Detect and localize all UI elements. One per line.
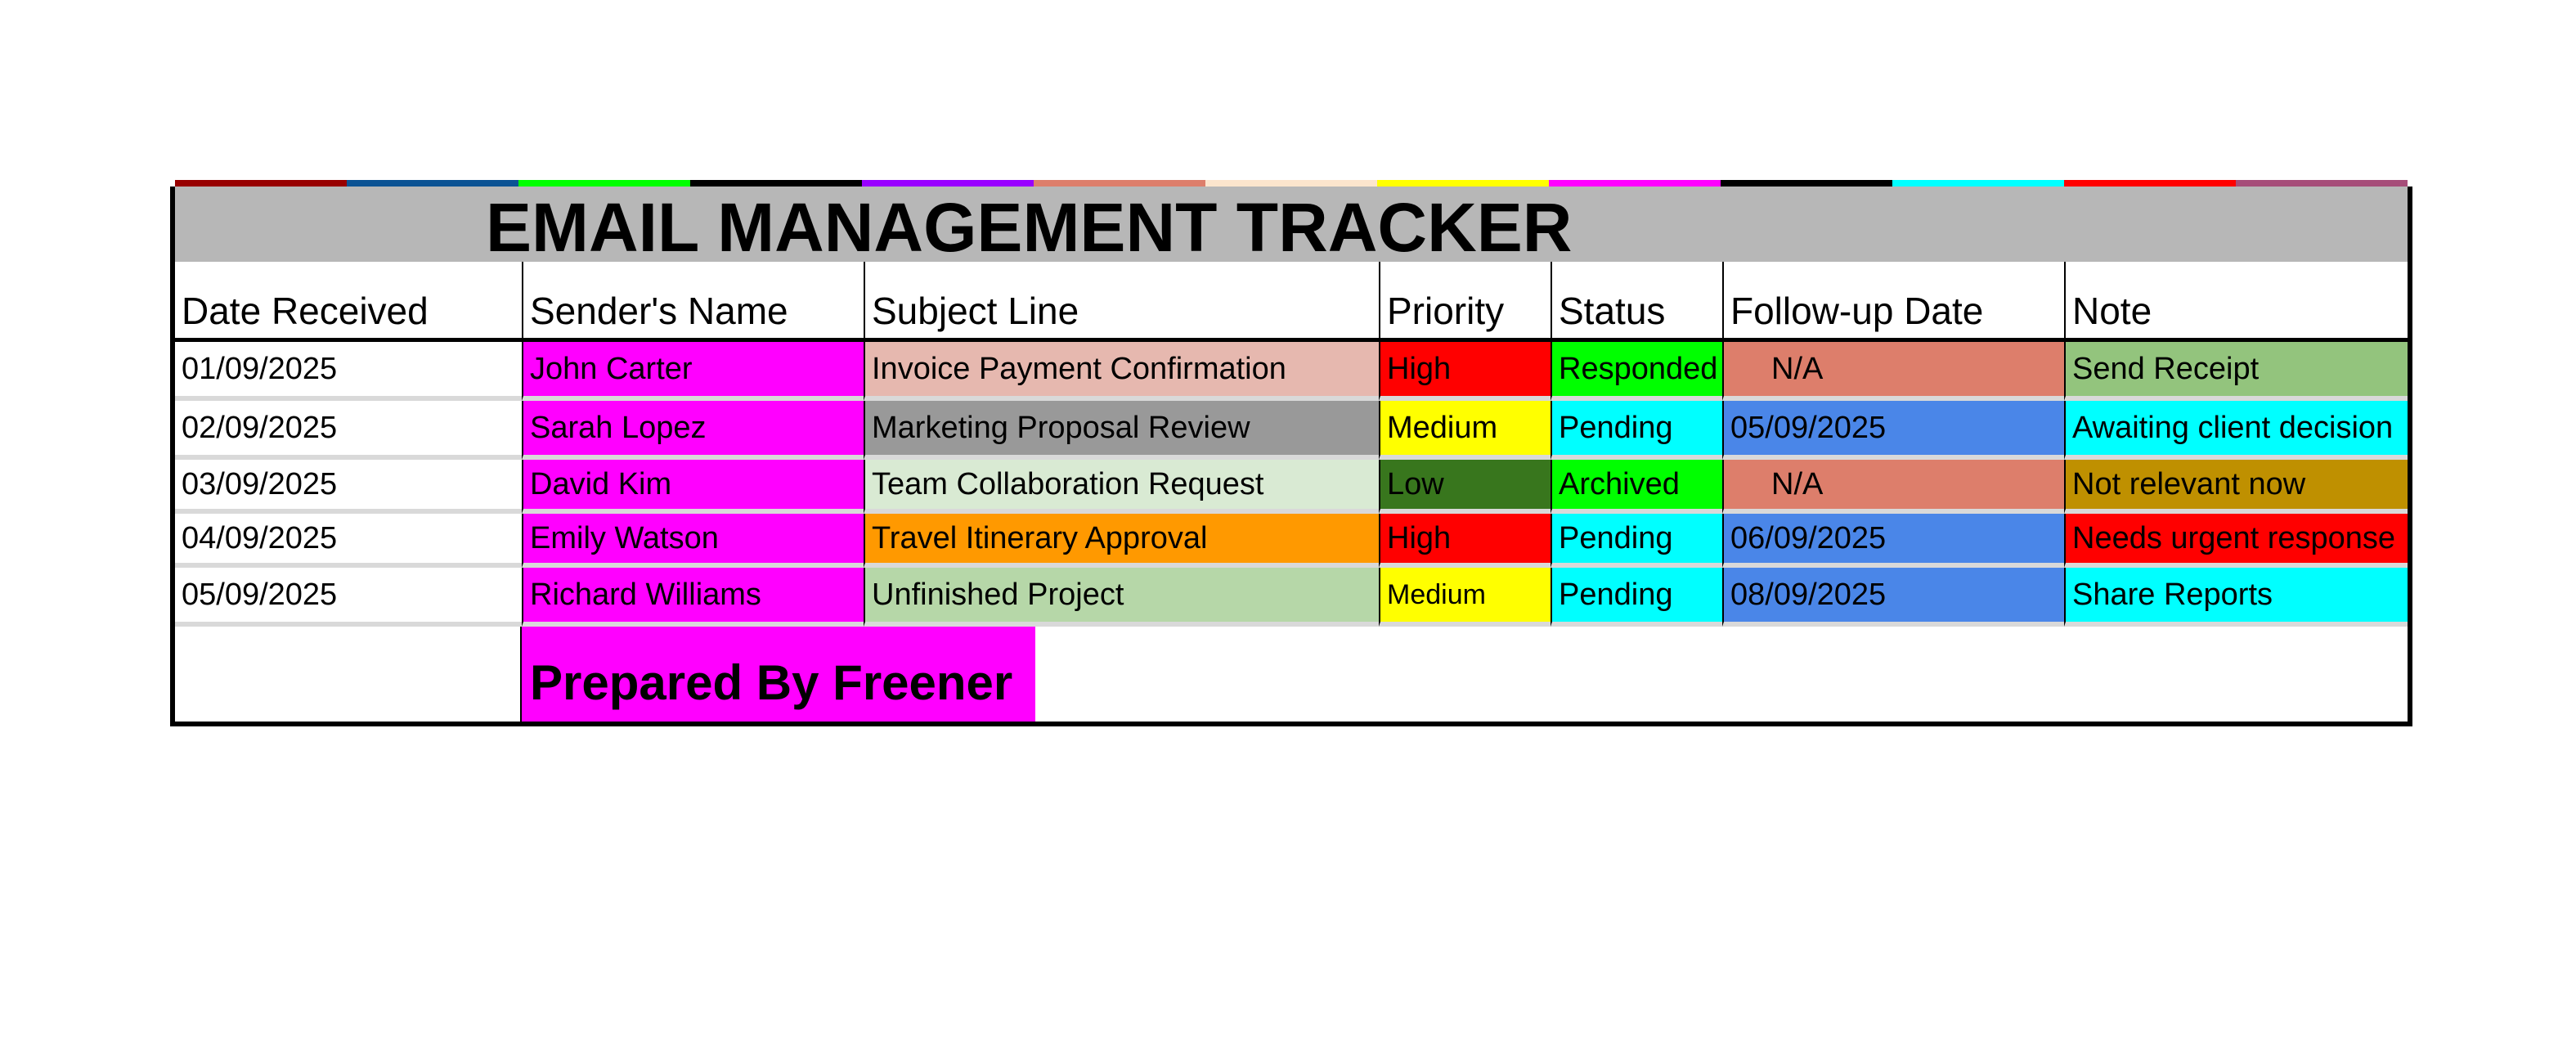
header-sender-name[interactable]: Sender's Name [522, 262, 864, 342]
footer-empty-cell [175, 627, 522, 722]
header-status[interactable]: Status [1551, 262, 1722, 342]
page-title: EMAIL MANAGEMENT TRACKER [486, 189, 1573, 266]
cell-subject-line[interactable]: Invoice Payment Confirmation [864, 342, 1379, 401]
cell-note[interactable]: Needs urgent response [2064, 514, 2408, 568]
cell-priority[interactable]: High [1379, 342, 1551, 401]
cell-date-received[interactable]: 01/09/2025 [175, 342, 522, 401]
color-strip [175, 180, 2408, 187]
cell-sender-name[interactable]: David Kim [522, 460, 864, 514]
cell-subject-line[interactable]: Team Collaboration Request [864, 460, 1379, 514]
cell-date-received[interactable]: 02/09/2025 [175, 401, 522, 460]
cell-subject-line[interactable]: Travel Itinerary Approval [864, 514, 1379, 568]
prepared-by-label: Prepared By Freener [522, 627, 1035, 722]
cell-subject-line[interactable]: Marketing Proposal Review [864, 401, 1379, 460]
strip-segment [2064, 180, 2236, 187]
header-priority[interactable]: Priority [1379, 262, 1551, 342]
cell-date-received[interactable]: 03/09/2025 [175, 460, 522, 514]
strip-segment [518, 180, 690, 187]
cell-note[interactable]: Share Reports [2064, 568, 2408, 627]
strip-segment [690, 180, 862, 187]
cell-sender-name[interactable]: Richard Williams [522, 568, 864, 627]
cell-priority[interactable]: High [1379, 514, 1551, 568]
strip-segment [347, 180, 518, 187]
cell-follow-up-date[interactable]: 08/09/2025 [1722, 568, 2064, 627]
cell-date-received[interactable]: 05/09/2025 [175, 568, 522, 627]
strip-segment [1377, 180, 1549, 187]
cell-sender-name[interactable]: Emily Watson [522, 514, 864, 568]
cell-status[interactable]: Pending [1551, 568, 1722, 627]
strip-segment [862, 180, 1034, 187]
cell-follow-up-date[interactable]: 05/09/2025 [1722, 401, 2064, 460]
cell-note[interactable]: Send Receipt [2064, 342, 2408, 401]
strip-segment [1721, 180, 1892, 187]
cell-priority[interactable]: Medium [1379, 401, 1551, 460]
cell-follow-up-date[interactable]: N/A [1722, 460, 2064, 514]
cell-status[interactable]: Responded [1551, 342, 1722, 401]
cell-priority[interactable]: Low [1379, 460, 1551, 514]
cell-status[interactable]: Pending [1551, 514, 1722, 568]
cell-priority[interactable]: Medium [1379, 568, 1551, 627]
cell-subject-line[interactable]: Unfinished Project [864, 568, 1379, 627]
strip-segment [1034, 180, 1205, 187]
strip-segment [1549, 180, 1721, 187]
header-note[interactable]: Note [2064, 262, 2408, 342]
cell-sender-name[interactable]: Sarah Lopez [522, 401, 864, 460]
title-band [175, 187, 2408, 266]
header-subject-line[interactable]: Subject Line [864, 262, 1379, 342]
cell-date-received[interactable]: 04/09/2025 [175, 514, 522, 568]
cell-status[interactable]: Pending [1551, 401, 1722, 460]
cell-note[interactable]: Not relevant now [2064, 460, 2408, 514]
strip-segment [1892, 180, 2064, 187]
strip-segment [1205, 180, 1377, 187]
header-follow-up-date[interactable]: Follow-up Date [1722, 262, 2064, 342]
cell-note[interactable]: Awaiting client decision [2064, 401, 2408, 460]
cell-follow-up-date[interactable]: N/A [1722, 342, 2064, 401]
strip-segment [175, 180, 347, 187]
cell-status[interactable]: Archived [1551, 460, 1722, 514]
cell-sender-name[interactable]: John Carter [522, 342, 864, 401]
header-date-received[interactable]: Date Received [175, 262, 522, 342]
tracker-sheet [170, 187, 2412, 726]
cell-follow-up-date[interactable]: 06/09/2025 [1722, 514, 2064, 568]
strip-segment [2236, 180, 2408, 187]
